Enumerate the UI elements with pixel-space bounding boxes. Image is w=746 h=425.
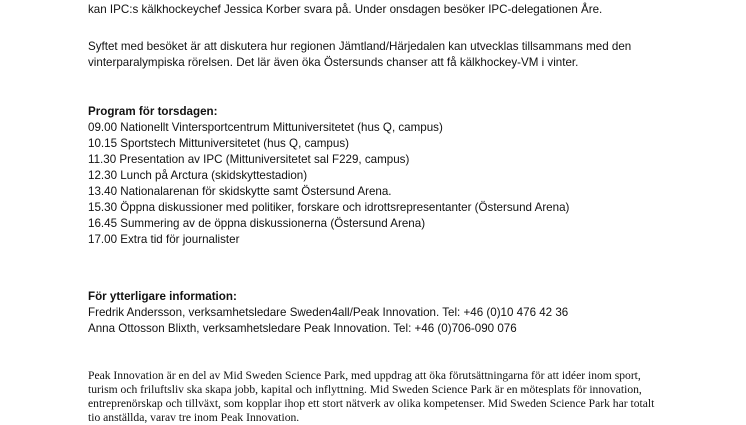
intro-paragraph-end: kan IPC:s kälkhockeychef Jessica Korber svara på. Under onsdagen besöker IPC-delegationen Åre. bbox=[88, 3, 603, 16]
contact-heading: För ytterligare information: bbox=[88, 290, 237, 303]
program-item: 15.30 Öppna diskussioner med politiker, forskare och idrottsrepresentanter (Östersund Arena) bbox=[88, 201, 570, 214]
contact-person: Anna Ottosson Blixth, verksamhetsledare Peak Innovation. Tel: +46 (0)706-090 076 bbox=[88, 322, 517, 335]
purpose-paragraph: Syftet med besöket är att diskutera hur regionen Jämtland/Härjedalen kan utvecklas tillsammans med den vinterparalympiska rörelsen. Det lär även öka Östersunds chanser att få kälkhockey-VM i vinter. bbox=[88, 40, 632, 69]
program-item: 13.40 Nationalarenan för skidskytte samt Östersund Arena. bbox=[88, 185, 392, 198]
program-item: 10.15 Sportstech Mittuniversitetet (hus Q, campus) bbox=[88, 137, 349, 150]
program-item: 09.00 Nationellt Vintersportcentrum Mittuniversitetet (hus Q, campus) bbox=[88, 121, 443, 134]
program-list bbox=[88, 120, 569, 248]
program-item: 16.45 Summering av de öppna diskussionerna (Östersund Arena) bbox=[88, 217, 426, 230]
program-heading: Program för torsdagen: bbox=[88, 105, 218, 118]
program-item: 12.30 Lunch på Arctura (skidskyttestadion) bbox=[88, 169, 308, 182]
contact-list bbox=[88, 305, 568, 337]
contact-person: Fredrik Andersson, verksamhetsledare Sweden4all/Peak Innovation. Tel: +46 (0)10 476 42 36 bbox=[88, 306, 569, 319]
program-item: 11.30 Presentation av IPC (Mittuniversitetet sal F229, campus) bbox=[88, 153, 410, 166]
program-item: 17.00 Extra tid för journalister bbox=[88, 233, 240, 246]
about-paragraph: Peak Innovation är en del av Mid Sweden Science Park, med uppdrag att öka förutsättningarna för att idéer inom sport, turism och friluftsliv ska skapa jobb, kapital och inflyttning. Mid Sweden Science Park är en mötesplats för innovation, entreprenörskap och tillväxt, som kopplar ihop ett stort nätverk av olika kompetenser. Mid Sweden Science Park har totalt tio anställda, varav tre inom Peak Innovation. bbox=[88, 369, 655, 424]
